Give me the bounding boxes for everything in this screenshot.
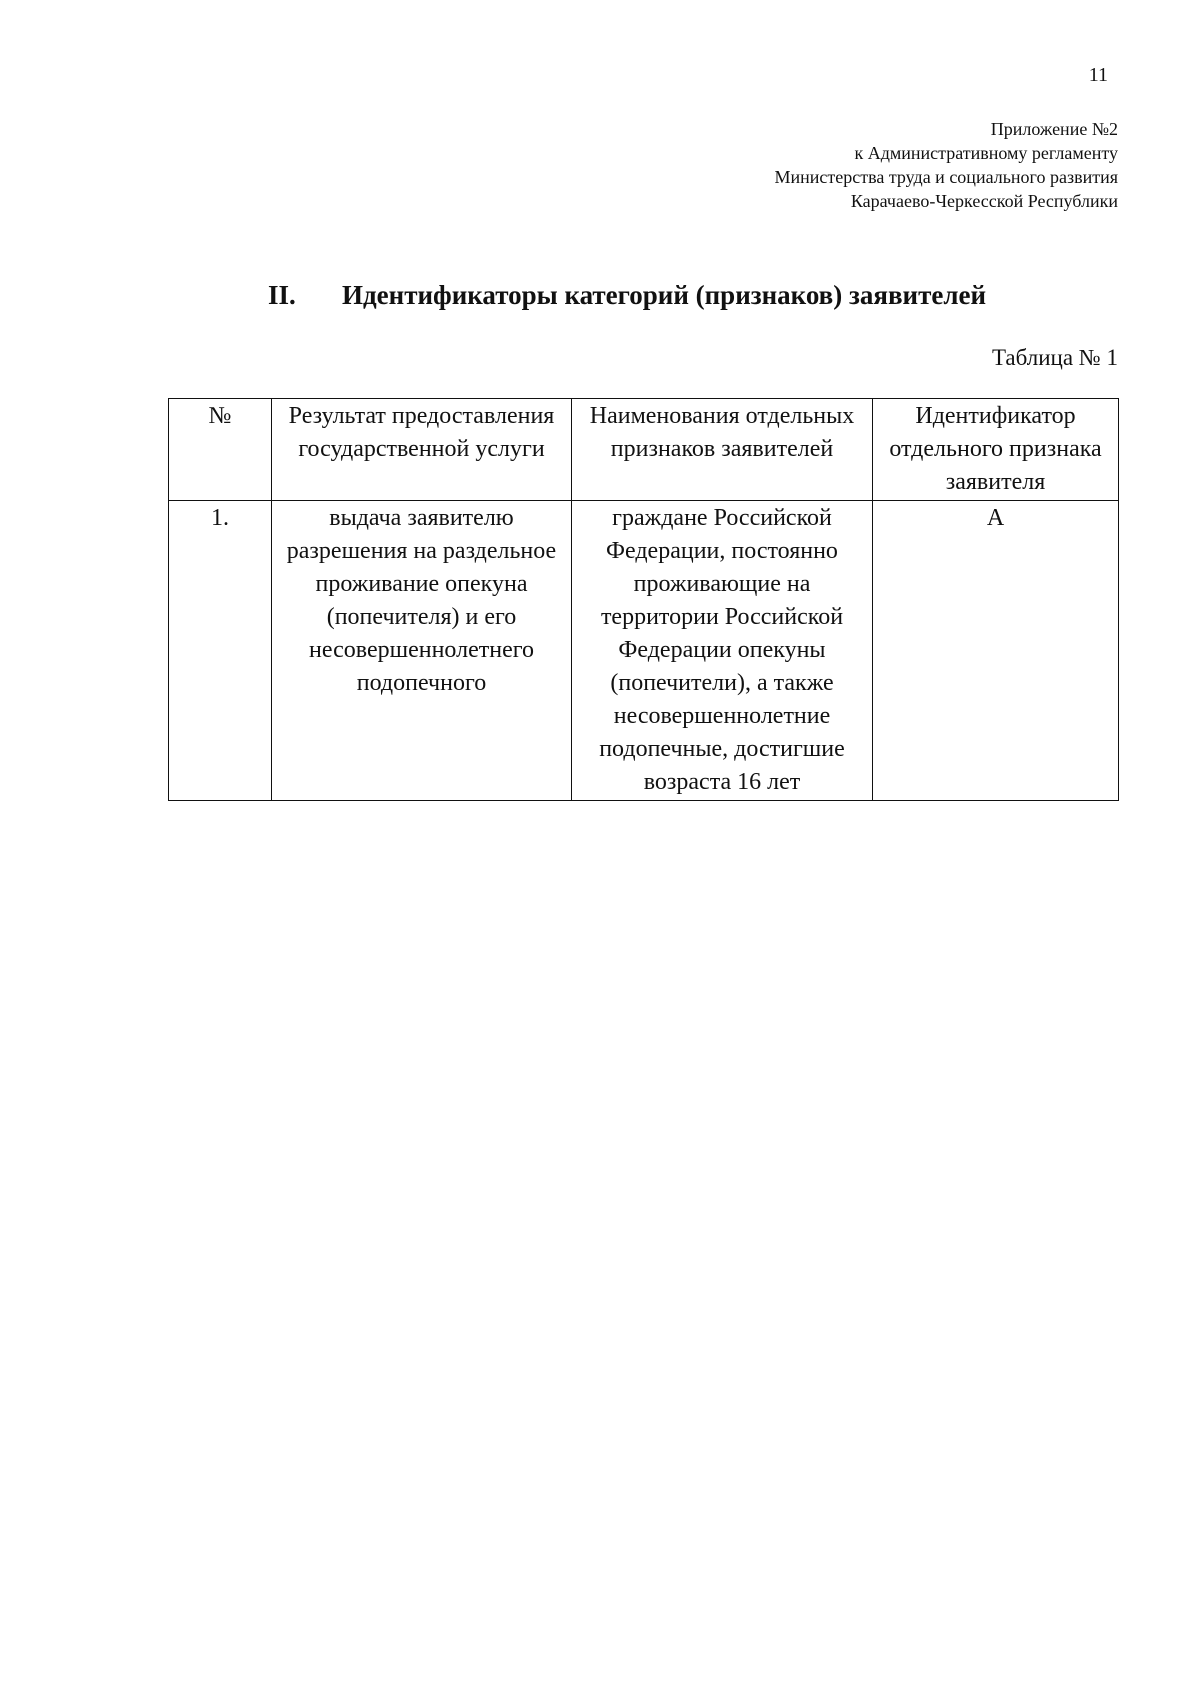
cell-identifier: А <box>873 501 1119 801</box>
header-names: Наименования отдельных признаков заявителей <box>572 399 873 501</box>
section-number: II. <box>268 280 296 310</box>
section-title: Идентификаторы категорий (признаков) заявителей <box>342 280 987 310</box>
table-header-row <box>169 399 1119 501</box>
cell-names: граждане Российской Федерации, постоянно проживающие на территории Российской Федерации опекуны (попечители), а также несовершеннолетние подопечные, достигшие возраста 16 лет <box>572 501 873 801</box>
appendix-line: к Административному регламенту <box>854 143 1118 163</box>
header-number: № <box>169 399 272 501</box>
section-heading <box>268 280 986 311</box>
table-row <box>169 501 1119 801</box>
header-identifier: Идентификатор отдельного признака заявителя <box>873 399 1119 501</box>
appendix-line: Министерства труда и социального развития <box>774 167 1118 187</box>
identifiers-table <box>168 398 1119 801</box>
appendix-line: Приложение №2 <box>990 119 1118 139</box>
page-number: 11 <box>1088 64 1108 86</box>
header-result: Результат предоставления государственной услуги <box>272 399 572 501</box>
appendix-line: Карачаево-Черкесской Республики <box>850 191 1118 211</box>
appendix-header <box>774 117 1118 213</box>
cell-number: 1. <box>169 501 272 801</box>
cell-result: выдача заявителю разрешения на раздельное проживание опекуна (попечителя) и его несовершеннолетнего подопечного <box>272 501 572 801</box>
table-label: Таблица № 1 <box>991 345 1118 370</box>
